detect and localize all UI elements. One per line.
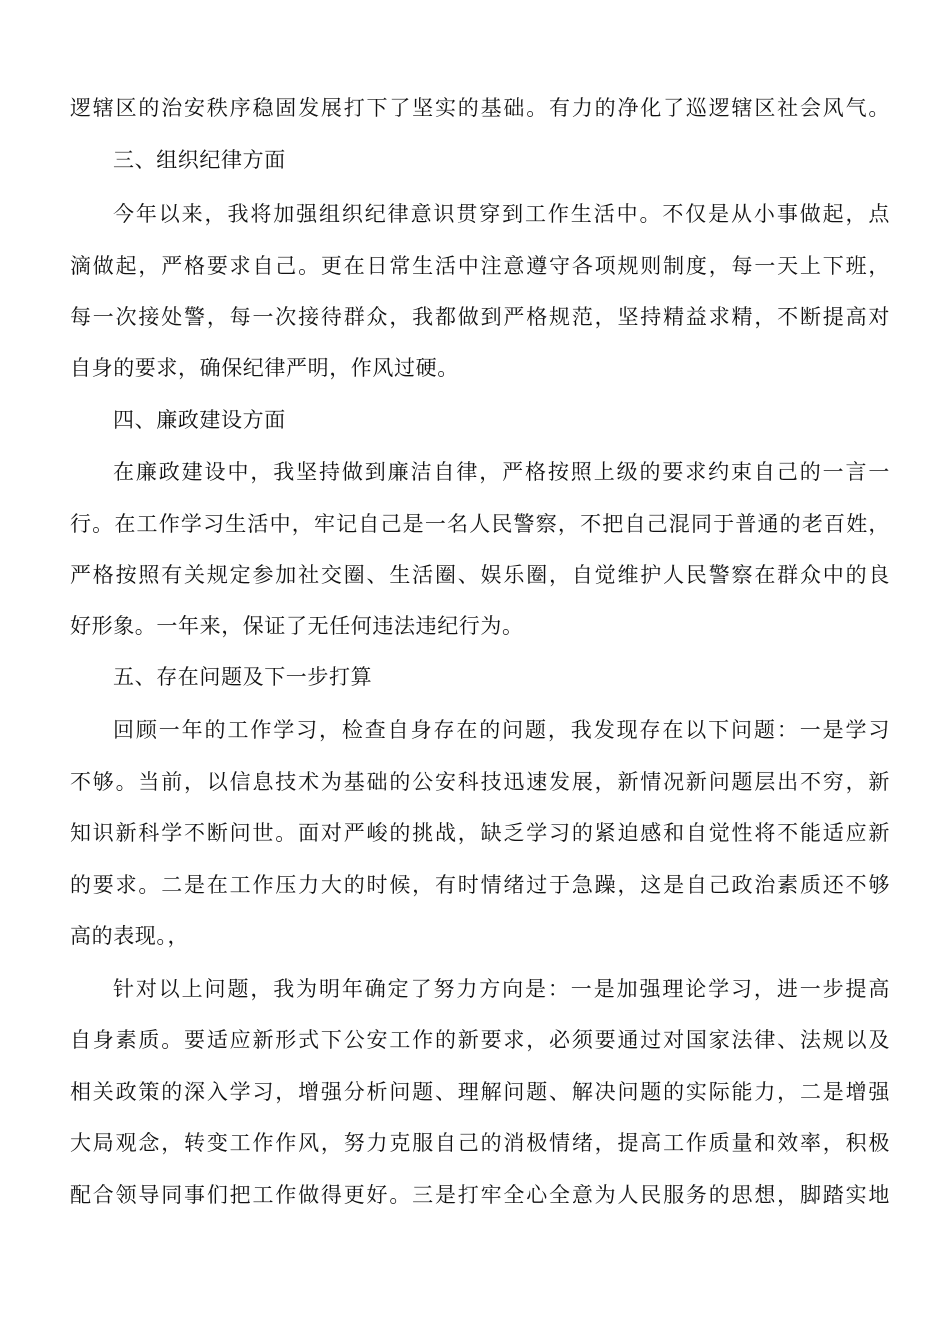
paragraph-line: 自身素质。要适应新形式下公安工作的新要求，必须要通过对国家法律、法规以及 [70,1028,890,1052]
paragraph-line: 自身的要求，确保纪律严明，作风过硬。 [70,356,459,380]
paragraph-line: 不够。当前，以信息技术为基础的公安科技迅速发展，新情况新问题层出不穷，新 [70,770,890,794]
paragraph-line: 针对以上问题，我为明年确定了努力方向是：一是加强理论学习，进一步提高 [113,977,890,1001]
section-heading: 四、廉政建设方面 [113,408,286,432]
paragraph-line: 的要求。二是在工作压力大的时候，有时情绪过于急躁，这是自己政治素质还不够 [70,873,890,897]
paragraph-line: 知识新科学不断问世。面对严峻的挑战，缺乏学习的紧迫感和自觉性将不能适应新 [70,821,890,845]
paragraph-line: 滴做起，严格要求自己。更在日常生活中注意遵守各项规则制度，每一天上下班， [70,254,890,278]
paragraph-line: 每一次接处警，每一次接待群众，我都做到严格规范，坚持精益求精，不断提高对 [70,305,890,329]
paragraph-line: 大局观念，转变工作作风，努力克服自己的消极情绪，提高工作质量和效率，积极 [70,1131,890,1155]
paragraph-line: 今年以来，我将加强组织纪律意识贯穿到工作生活中。不仅是从小事做起，点 [113,202,890,226]
paragraph-line: 配合领导同事们把工作做得更好。三是打牢全心全意为人民服务的思想，脚踏实地 [70,1183,890,1207]
section-heading: 五、存在问题及下一步打算 [113,665,373,689]
paragraph-line: 行。在工作学习生活中，牢记自己是一名人民警察，不把自己混同于普通的老百姓， [70,512,890,536]
paragraph-line: 严格按照有关规定参加社交圈、生活圈、娱乐圈，自觉维护人民警察在群众中的良 [70,563,890,587]
paragraph-line: 在廉政建设中，我坚持做到廉洁自律，严格按照上级的要求约束自己的一言一 [113,460,890,484]
paragraph-line: 好形象。一年来，保证了无任何违法违纪行为。 [70,614,524,638]
paragraph-line: 回顾一年的工作学习，检查自身存在的问题，我发现存在以下问题：一是学习 [113,718,890,742]
paragraph-line: 高的表现。， [70,924,190,948]
paragraph-line: 逻辖区的治安秩序稳固发展打下了坚实的基础。有力的净化了巡逻辖区社会风气。 [70,96,890,120]
section-heading: 三、组织纪律方面 [113,148,286,172]
paragraph-line: 相关政策的深入学习，增强分析问题、理解问题、解决问题的实际能力，二是增强 [70,1080,890,1104]
